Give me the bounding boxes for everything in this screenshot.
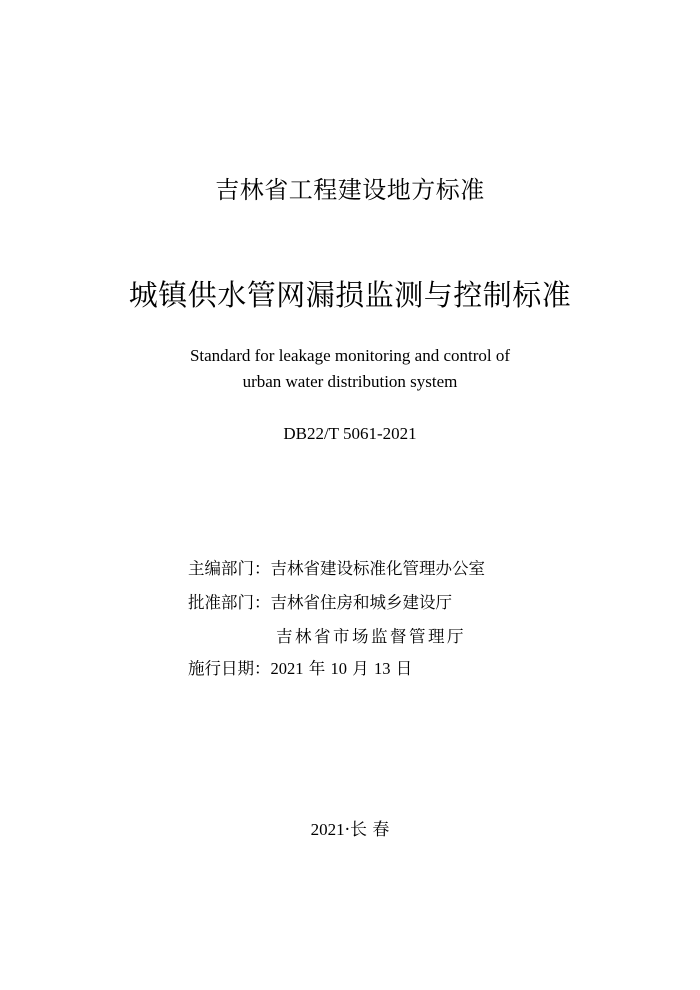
series-title: 吉林省工程建设地方标准 [215, 176, 485, 204]
publication-year: 2021 [310, 820, 345, 839]
standard-code: DB22/T 5061-2021 [283, 424, 417, 443]
effective-year-unit: 年 [308, 659, 326, 678]
approver-department-value-2: 吉林省市场监督管理厅 [276, 627, 466, 646]
effective-date-label: 施行日期： [188, 659, 271, 678]
publication-city: 长 春 [350, 820, 390, 840]
english-title-line-1: Standard for leakage monitoring and control of [189, 346, 511, 365]
approver-department-label: 批准部门： [188, 593, 271, 612]
effective-month-unit: 月 [352, 659, 369, 678]
publication-footer [0, 815, 700, 840]
approver-department-row [188, 593, 452, 613]
english-title-line-2: urban water distribution system [242, 372, 458, 391]
effective-month: 10 [330, 659, 347, 678]
effective-year: 2021 [270, 659, 304, 678]
effective-day-unit: 日 [395, 659, 413, 678]
approver-department-value-1: 吉林省住房和城乡建设厅 [270, 593, 452, 612]
editor-department-label: 主编部门： [188, 559, 271, 578]
effective-day: 13 [374, 659, 391, 678]
main-title: 城镇供水管网漏损监测与控制标准 [128, 278, 572, 312]
publication-separator: · [344, 820, 350, 840]
english-title [0, 343, 700, 395]
editor-department-row [188, 559, 485, 579]
effective-date-row [188, 659, 412, 679]
editor-department-value: 吉林省建设标准化管理办公室 [270, 559, 485, 578]
